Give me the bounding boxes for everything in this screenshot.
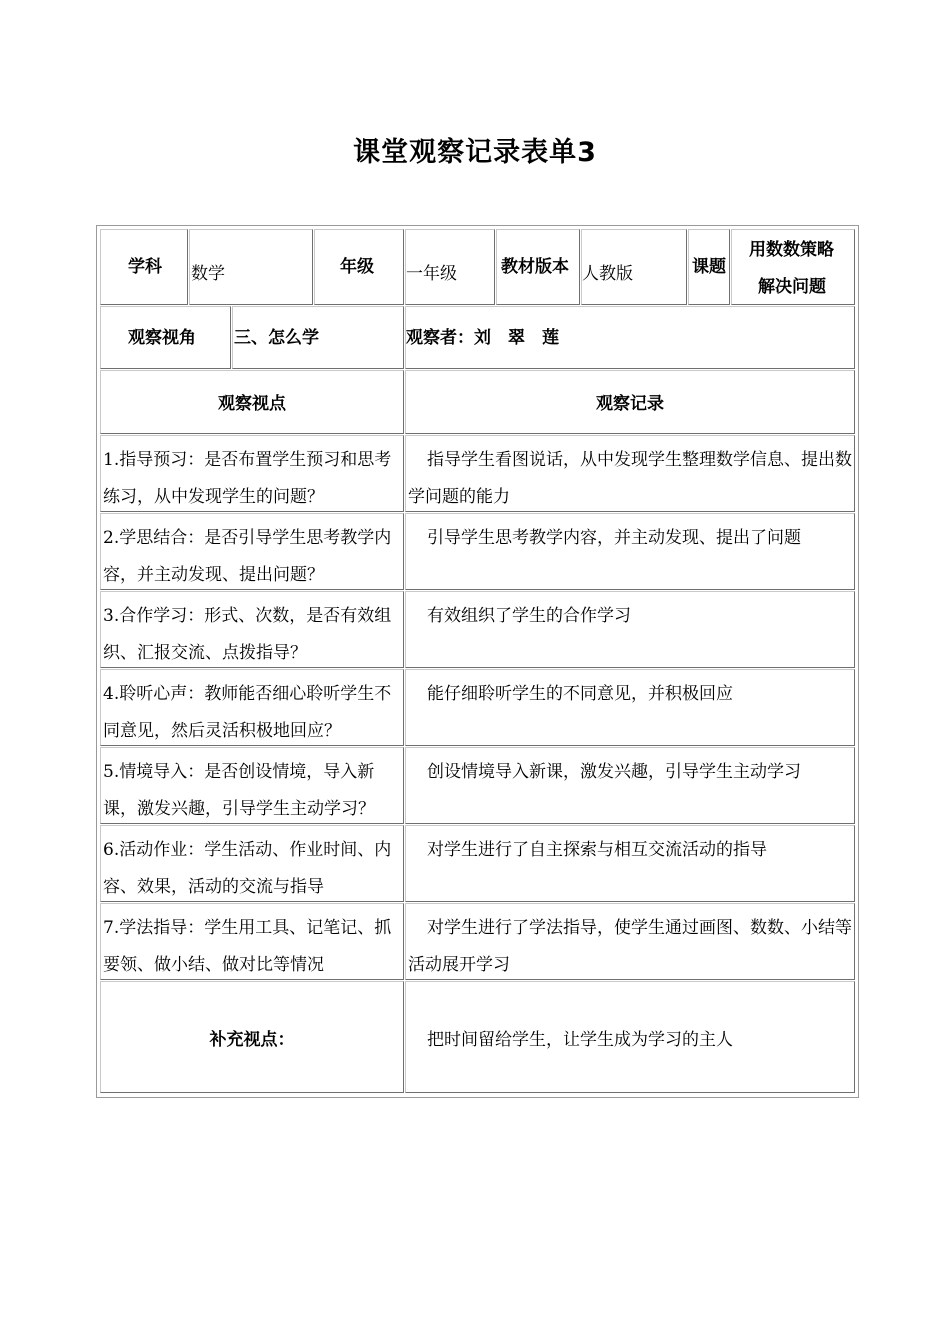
table-row-7-point: [100, 903, 404, 980]
topic-label: 课题: [692, 257, 726, 277]
table-row-6-point: [100, 825, 404, 902]
points-header-cell: [100, 370, 404, 434]
topic-value-cell: [731, 229, 855, 305]
point-text: 7.学法指导：学生用工具、记笔记、抓要领、做小结、做对比等情况: [103, 918, 392, 975]
perspective-value-cell: [232, 306, 404, 369]
record-text: 对学生进行了自主探索与相互交流活动的指导: [427, 840, 767, 860]
textbook-label: 教材版本: [501, 257, 569, 277]
textbook-value: 人教版: [582, 264, 633, 284]
observer: 观察者：刘 翠 莲: [406, 328, 559, 348]
grade-value-cell: [405, 229, 495, 305]
table-row-2-point: [100, 513, 404, 590]
record-text: 创设情境导入新课，激发兴趣，引导学生主动学习: [427, 762, 801, 782]
table-row-3-record: [405, 591, 855, 668]
record-text: 对学生进行了学法指导，使学生通过画图、数数、小结等活动展开学习: [408, 918, 852, 975]
table-row-7-record: [405, 903, 855, 980]
point-text: 1.指导预习：是否布置学生预习和思考练习，从中发现学生的问题？: [103, 450, 392, 507]
supplement-label-cell: [100, 981, 404, 1093]
topic-value-line2: 解决问题: [758, 277, 826, 297]
observation-table: [96, 225, 859, 1098]
page-title: 课堂观察记录表单3: [353, 137, 597, 168]
topic-label-cell: [688, 229, 730, 305]
table-row-5-record: [405, 747, 855, 824]
textbook-value-cell: [581, 229, 687, 305]
perspective-label: 观察视角: [128, 328, 196, 348]
perspective-value: 三、怎么学: [234, 328, 319, 348]
point-text: 4.聆听心声：教师能否细心聆听学生不同意见，然后灵活积极地回应？: [103, 684, 392, 741]
supplement-label: 补充视点：: [209, 1030, 295, 1050]
table-row-2-record: [405, 513, 855, 590]
grade-value: 一年级: [406, 264, 457, 284]
grade-label-cell: [314, 229, 404, 305]
subject-value: 数学: [191, 264, 225, 284]
record-text: 引导学生思考教学内容，并主动发现、提出了问题: [427, 528, 801, 548]
record-text: 指导学生看图说话，从中发现学生整理数学信息、提出数学问题的能力: [408, 450, 852, 507]
observer-cell: [405, 306, 855, 369]
textbook-label-cell: [496, 229, 580, 305]
supplement-record-cell: [405, 981, 855, 1093]
table-row-4-record: [405, 669, 855, 746]
table-row-4-point: [100, 669, 404, 746]
topic-value-line1: 用数数策略: [749, 240, 834, 260]
table-row-6-record: [405, 825, 855, 902]
records-header-cell: [405, 370, 855, 434]
supplement-record: 把时间留给学生，让学生成为学习的主人: [427, 1030, 733, 1050]
subject-value-cell: [189, 229, 313, 305]
point-text: 6.活动作业：学生活动、作业时间、内容、效果，活动的交流与指导: [103, 840, 392, 897]
perspective-label-cell: [100, 306, 231, 369]
record-text: 有效组织了学生的合作学习: [427, 606, 631, 626]
table-row-5-point: [100, 747, 404, 824]
grade-label: 年级: [340, 257, 374, 277]
subject-label: 学科: [128, 257, 162, 277]
table-row-1-record: [405, 435, 855, 512]
subject-label-cell: [100, 229, 188, 305]
point-text: 2.学思结合：是否引导学生思考教学内容，并主动发现、提出问题？: [103, 528, 392, 585]
records-header: 观察记录: [596, 394, 664, 414]
table-row-1-point: [100, 435, 404, 512]
record-text: 能仔细聆听学生的不同意见，并积极回应: [427, 684, 733, 704]
point-text: 5.情境导入：是否创设情境，导入新课，激发兴趣，引导学生主动学习？: [103, 762, 375, 819]
point-text: 3.合作学习：形式、次数，是否有效组织、汇报交流、点拨指导？: [103, 606, 392, 663]
table-row-3-point: [100, 591, 404, 668]
points-header: 观察视点: [218, 394, 286, 414]
